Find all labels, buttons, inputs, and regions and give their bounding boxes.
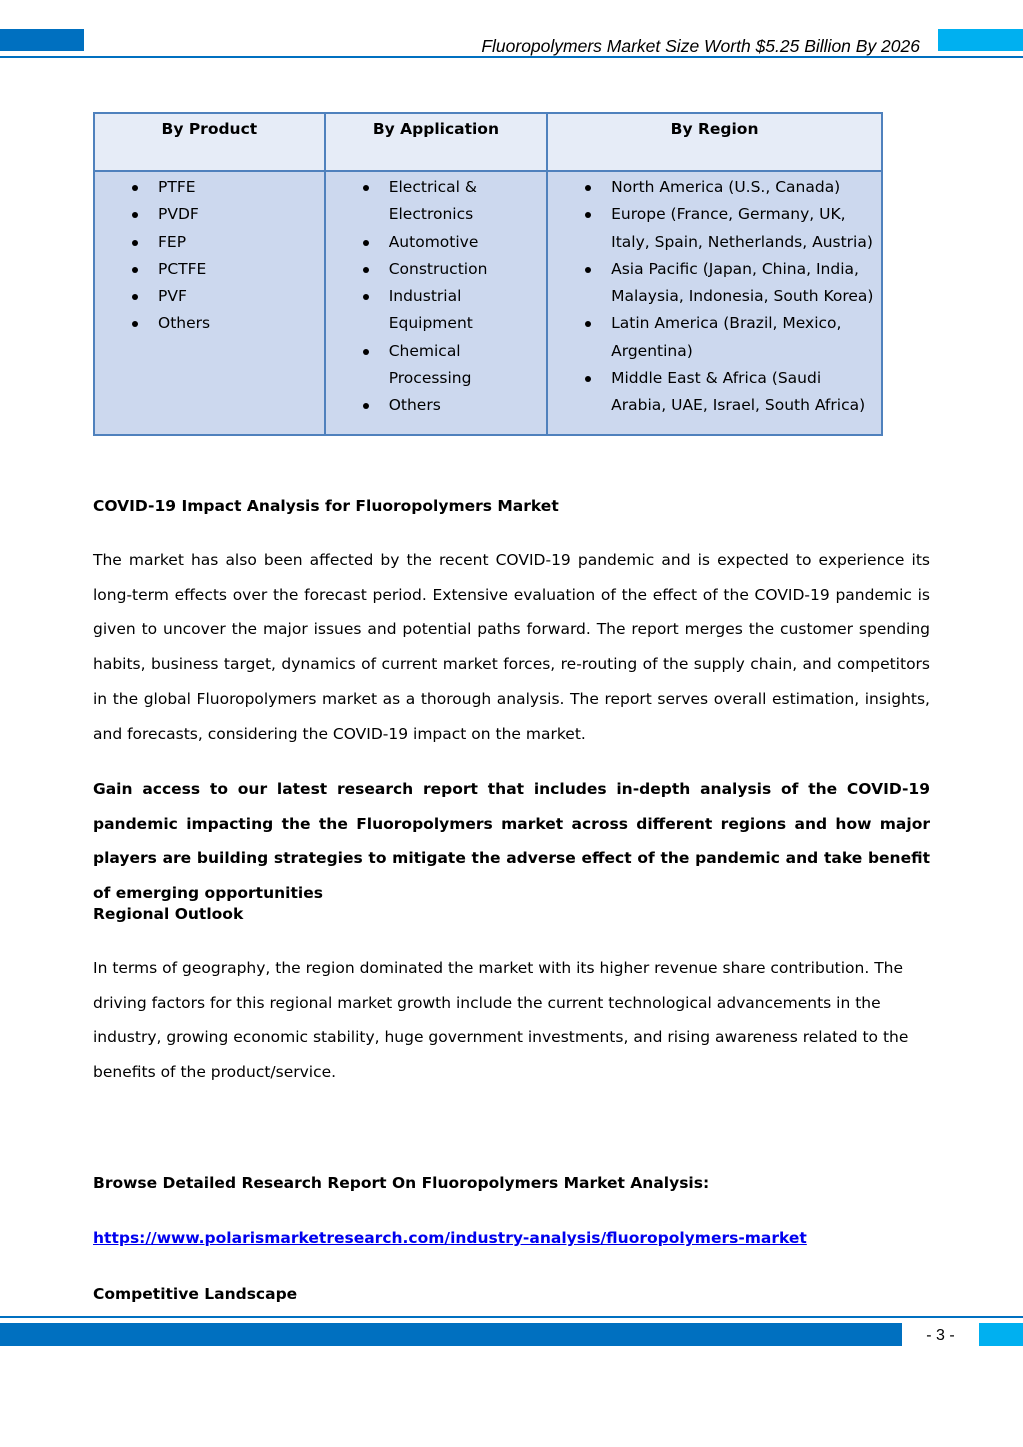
bullet-icon	[585, 185, 591, 191]
list-item-text: PVDF	[158, 205, 199, 224]
bullet-icon	[132, 185, 138, 191]
region-list	[552, 174, 877, 420]
list-item-text: Latin America (Brazil, Mexico, Argentina)	[611, 314, 842, 360]
bullet-icon	[363, 294, 369, 300]
document-header-title: Fluoropolymers Market Size Worth $5.25 Billion By 2026	[481, 36, 920, 56]
header-accent-left	[0, 29, 84, 51]
bullet-icon	[363, 267, 369, 273]
table-header-row	[94, 113, 882, 171]
list-item-text: Automotive	[388, 232, 479, 251]
list-item	[552, 310, 877, 365]
list-item-text: Chemical Processing	[388, 341, 472, 388]
header-accent-right	[938, 29, 1023, 51]
list-item-text: Construction	[388, 259, 488, 278]
bullet-icon	[132, 267, 138, 273]
list-item-text: Others	[388, 396, 441, 415]
list-item-text: North America (U.S., Canada)	[611, 178, 841, 196]
bullet-icon	[585, 212, 591, 218]
list-item-text: Asia Pacific (Japan, China, India, Malaysia, Indonesia, South Korea)	[611, 259, 874, 306]
list-item-text: PVF	[158, 287, 187, 306]
list-item-text: Middle East & Africa (Saudi Arabia, UAE, Israel, South Africa)	[611, 369, 866, 415]
footer-rule	[0, 1316, 1023, 1318]
list-item	[552, 174, 877, 201]
list-item	[99, 310, 320, 337]
bullet-icon	[363, 240, 369, 246]
list-item-text: PCTFE	[158, 259, 207, 278]
list-item	[99, 174, 320, 201]
column-header-product: By Product	[94, 113, 325, 171]
bullet-icon	[363, 185, 369, 191]
list-item	[330, 256, 522, 283]
covid-cta: Gain access to our latest research report that includes in-depth analysis of the COVID-19 pandemic impacting the the Fluoropolymers market across different regions and how major players are building strategies to mitigate the adverse effect of the pandemic and take benefit of emerging opportunities	[93, 780, 930, 903]
regional-heading: Regional Outlook	[93, 905, 244, 923]
list-item-text: PTFE	[158, 178, 196, 196]
application-cell	[325, 171, 547, 435]
competitive-heading: Competitive Landscape	[93, 1285, 298, 1303]
bullet-icon	[132, 321, 138, 327]
bullet-icon	[363, 403, 369, 409]
region-cell	[547, 171, 882, 435]
list-item	[99, 256, 320, 283]
table-row	[94, 171, 882, 435]
bullet-icon	[585, 267, 591, 273]
list-item-text: Europe (France, Germany, UK, Italy, Spain, Netherlands, Austria)	[611, 205, 873, 251]
list-item	[552, 256, 877, 311]
segmentation-table	[93, 112, 883, 436]
list-item-text: Others	[158, 314, 211, 333]
list-item-text: FEP	[158, 232, 187, 251]
page-number: - 3 -	[926, 1327, 955, 1344]
list-item	[99, 283, 320, 310]
list-item	[330, 283, 522, 338]
regional-body: In terms of geography, the region dominated the market with its higher revenue share contribution. The driving factors for this regional market growth include the current technological advancements in the industry, growing economic stability, huge government investments, and rising awareness related to the benefits of the product/service.	[93, 959, 909, 1082]
covid-body: The market has also been affected by the recent COVID-19 pandemic and is expected to experience its long-term effects over the forecast period. Extensive evaluation of the effect of the COVID-19 pandemic is given to uncover the major issues and potential paths forward. The report merges the customer spending habits, business target, dynamics of current market forces, re-routing of the supply chain, and competitors in the global Fluoropolymers market as a thorough analysis. The report serves overall estimation, insights, and forecasts, considering the COVID-19 impact on the market.	[93, 551, 930, 743]
list-item	[330, 229, 522, 256]
footer-accent-right	[979, 1323, 1023, 1346]
bullet-icon	[585, 376, 591, 382]
bullet-icon	[132, 212, 138, 218]
application-list	[330, 174, 542, 420]
list-item	[552, 365, 877, 420]
header-rule	[0, 56, 1023, 58]
list-item	[330, 392, 522, 419]
bullet-icon	[363, 349, 369, 355]
list-item	[552, 201, 877, 256]
list-item	[99, 201, 320, 228]
covid-heading: COVID-19 Impact Analysis for Fluoropolymers Market	[93, 497, 559, 515]
bullet-icon	[132, 294, 138, 300]
list-item-text: Electrical & Electronics	[388, 178, 477, 224]
column-header-region: By Region	[547, 113, 882, 171]
column-header-application: By Application	[325, 113, 547, 171]
browse-heading: Browse Detailed Research Report On Fluoropolymers Market Analysis:	[93, 1174, 710, 1192]
product-list	[99, 174, 320, 338]
product-cell	[94, 171, 325, 435]
bullet-icon	[132, 240, 138, 246]
footer-bar	[0, 1323, 902, 1346]
report-link[interactable]: https://www.polarismarketresearch.com/industry-analysis/fluoropolymers-market	[93, 1229, 807, 1247]
list-item	[99, 229, 320, 256]
list-item	[330, 338, 522, 393]
list-item-text: Industrial Equipment	[388, 287, 473, 333]
bullet-icon	[585, 321, 591, 327]
list-item	[330, 174, 522, 229]
